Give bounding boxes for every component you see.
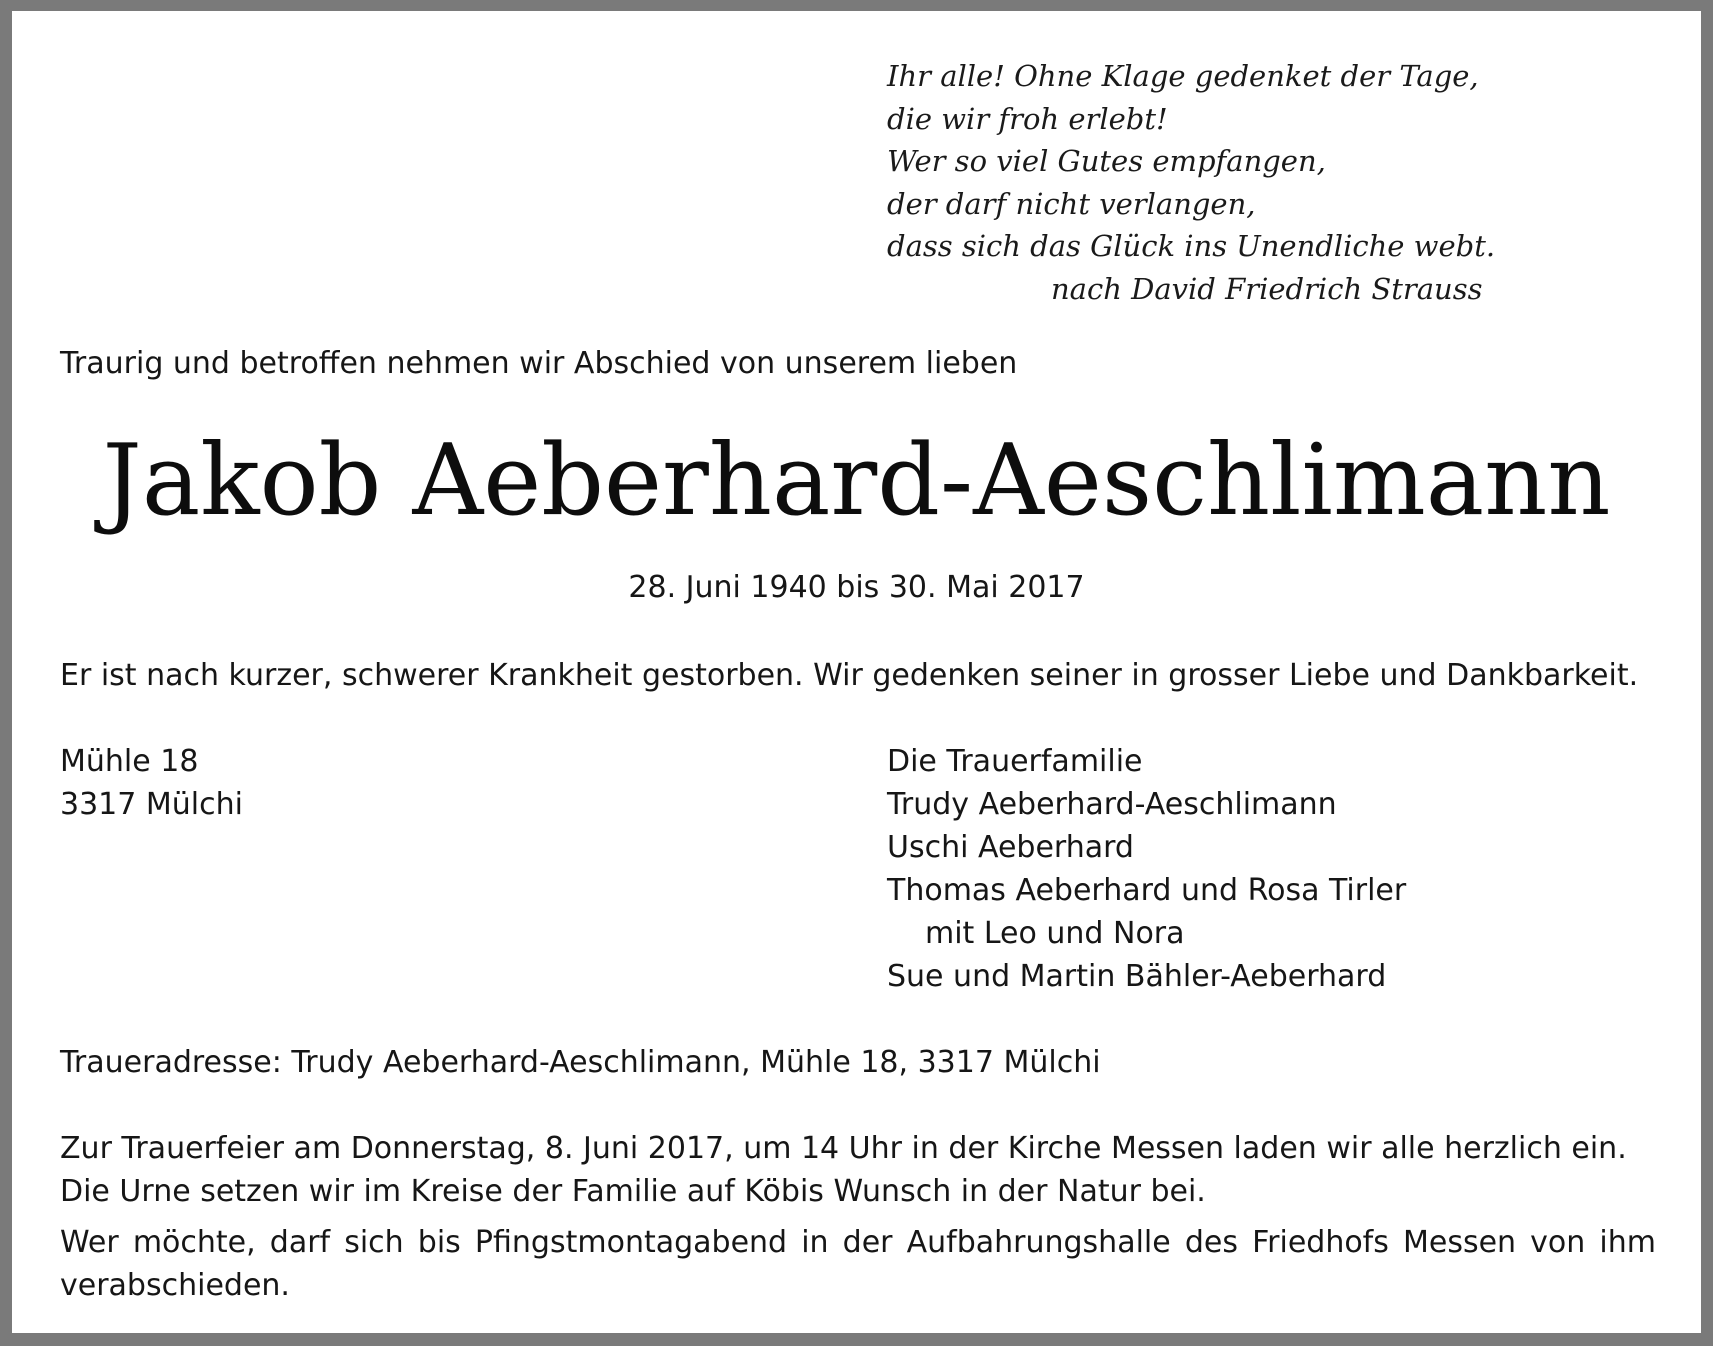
viewing-text: Wer möchte, darf sich bis Pfingstmontagabend in der Aufbahrungshalle des Friedhofs Messen von ihm verabschieden. — [60, 1225, 1656, 1303]
poem-line: die wir froh erlebt! — [887, 101, 1168, 136]
ceremony-block — [60, 1127, 1627, 1213]
family-block — [887, 740, 1406, 998]
family-member: Uschi Aeberhard — [887, 830, 1134, 865]
poem-line: der darf nicht verlangen, — [887, 186, 1256, 221]
ceremony-line: Zur Trauerfeier am Donnerstag, 8. Juni 2017, um 14 Uhr in der Kirche Messen laden wir alle herzlich ein. — [60, 1131, 1627, 1166]
family-member: Sue und Martin Bähler-Aeberhard — [887, 959, 1387, 994]
illness-text: Er ist nach kurzer, schwerer Krankheit gestorben. Wir gedenken seiner in grosser Liebe und Dankbarkeit. — [60, 658, 1639, 693]
poem-line: Ihr alle! Ohne Klage gedenket der Tage, — [887, 59, 1479, 93]
family-member: Trudy Aeberhard-Aeschlimann — [887, 787, 1337, 822]
deceased-name: Jakob Aeberhard-Aeschlimann — [102, 424, 1611, 538]
address-block — [60, 740, 243, 826]
family-heading: Die Trauerfamilie — [887, 744, 1143, 779]
intro-text: Traurig und betroffen nehmen wir Abschied von unserem lieben — [60, 346, 1018, 381]
poem-line: dass sich das Glück ins Unendliche webt. — [887, 229, 1496, 263]
poem-block — [887, 55, 1607, 310]
family-member: mit Leo und Nora — [925, 916, 1185, 951]
poem-author: nach David Friedrich Strauss — [1051, 271, 1483, 306]
obituary-card — [12, 11, 1701, 1333]
life-dates: 28. Juni 1940 bis 30. Mai 2017 — [628, 570, 1085, 605]
ceremony-line: Die Urne setzen wir im Kreise der Familie auf Köbis Wunsch in der Natur bei. — [60, 1174, 1206, 1209]
address-street: Mühle 18 — [60, 744, 199, 779]
mourning-address: Traueradresse: Trudy Aeberhard-Aeschlimann, Mühle 18, 3317 Mülchi — [60, 1045, 1101, 1080]
address-city: 3317 Mülchi — [60, 787, 243, 822]
poem-line: Wer so viel Gutes empfangen, — [887, 144, 1326, 178]
family-member: Thomas Aeberhard und Rosa Tirler — [887, 873, 1407, 908]
